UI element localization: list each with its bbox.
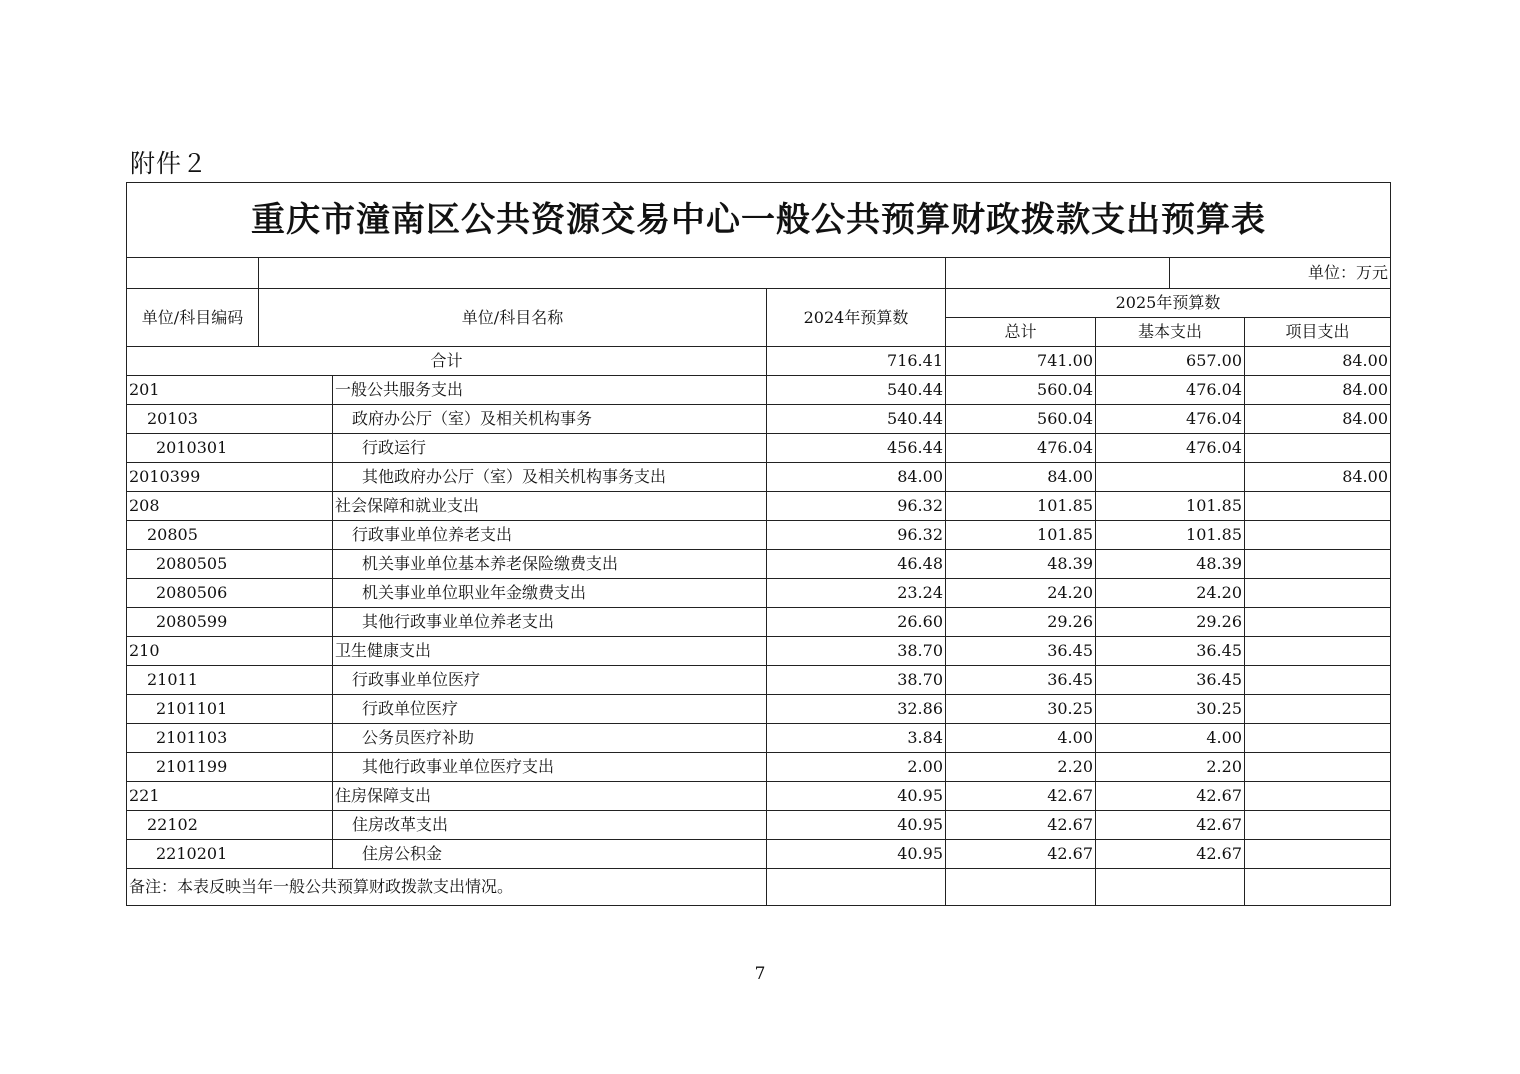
row-total: 476.04 [946, 434, 1096, 463]
header-row-1 [127, 289, 1391, 318]
header-code: 单位/科目编码 [127, 289, 259, 347]
row-2024: 38.70 [767, 666, 946, 695]
table-title: 重庆市潼南区公共资源交易中心一般公共预算财政拨款支出预算表 [127, 183, 1391, 258]
row-project [1245, 753, 1391, 782]
row-total: 560.04 [946, 405, 1096, 434]
row-project [1245, 782, 1391, 811]
row-basic [1096, 463, 1245, 492]
row-total: 84.00 [946, 463, 1096, 492]
total-row [127, 347, 1391, 376]
header-project: 项目支出 [1245, 318, 1391, 347]
header-2025: 2025年预算数 [946, 289, 1391, 318]
row-name: 行政事业单位养老支出 [333, 521, 767, 550]
blank-cell [946, 869, 1096, 906]
row-project [1245, 840, 1391, 869]
row-total: 42.67 [946, 811, 1096, 840]
row-code: 2080506 [127, 579, 333, 608]
blank-cell [259, 258, 946, 289]
row-total: 2.20 [946, 753, 1096, 782]
row-basic: 42.67 [1096, 840, 1245, 869]
table-row [127, 637, 1391, 666]
row-name: 一般公共服务支出 [333, 376, 767, 405]
row-project [1245, 550, 1391, 579]
table-row [127, 782, 1391, 811]
row-total: 101.85 [946, 492, 1096, 521]
row-basic: 42.67 [1096, 811, 1245, 840]
row-total: 30.25 [946, 695, 1096, 724]
budget-table-frame [126, 182, 1390, 931]
table-row [127, 463, 1391, 492]
row-2024: 40.95 [767, 840, 946, 869]
row-2024: 46.48 [767, 550, 946, 579]
total-2024: 716.41 [767, 347, 946, 376]
row-project [1245, 434, 1391, 463]
row-code: 210 [127, 637, 333, 666]
total-label: 合计 [127, 347, 767, 376]
table-row [127, 753, 1391, 782]
table-row [127, 666, 1391, 695]
row-2024: 23.24 [767, 579, 946, 608]
header-name: 单位/科目名称 [259, 289, 767, 347]
row-project [1245, 666, 1391, 695]
row-2024: 540.44 [767, 405, 946, 434]
note-text: 备注：本表反映当年一般公共预算财政拨款支出情况。 [127, 869, 767, 906]
row-code: 2101103 [127, 724, 333, 753]
row-project [1245, 724, 1391, 753]
row-code: 208 [127, 492, 333, 521]
row-project [1245, 637, 1391, 666]
row-2024: 40.95 [767, 782, 946, 811]
row-code: 21011 [127, 666, 333, 695]
row-basic: 36.45 [1096, 637, 1245, 666]
blank-cell [1096, 869, 1245, 906]
row-project: 84.00 [1245, 405, 1391, 434]
row-total: 101.85 [946, 521, 1096, 550]
table-row [127, 376, 1391, 405]
table-row [127, 434, 1391, 463]
table-row [127, 724, 1391, 753]
row-2024: 40.95 [767, 811, 946, 840]
row-code: 20805 [127, 521, 333, 550]
row-basic: 2.20 [1096, 753, 1245, 782]
note-row [127, 869, 1391, 906]
table-row [127, 811, 1391, 840]
total-total: 741.00 [946, 347, 1096, 376]
row-name: 行政单位医疗 [333, 695, 767, 724]
row-code: 2101199 [127, 753, 333, 782]
row-basic: 48.39 [1096, 550, 1245, 579]
table-row [127, 579, 1391, 608]
row-code: 201 [127, 376, 333, 405]
row-project [1245, 811, 1391, 840]
row-total: 4.00 [946, 724, 1096, 753]
row-basic: 4.00 [1096, 724, 1245, 753]
row-project [1245, 608, 1391, 637]
row-name: 公务员医疗补助 [333, 724, 767, 753]
row-code: 2080599 [127, 608, 333, 637]
header-2024: 2024年预算数 [767, 289, 946, 347]
row-total: 24.20 [946, 579, 1096, 608]
table-row [127, 521, 1391, 550]
blank-cell [1245, 869, 1391, 906]
row-name: 其他政府办公厅（室）及相关机构事务支出 [333, 463, 767, 492]
row-project: 84.00 [1245, 376, 1391, 405]
row-code: 2210201 [127, 840, 333, 869]
row-total: 48.39 [946, 550, 1096, 579]
title-row [127, 183, 1391, 258]
page-number: 7 [754, 964, 766, 984]
row-name: 住房保障支出 [333, 782, 767, 811]
row-name: 住房改革支出 [333, 811, 767, 840]
row-code: 2010399 [127, 463, 333, 492]
table-row [127, 492, 1391, 521]
row-code: 20103 [127, 405, 333, 434]
row-basic: 42.67 [1096, 782, 1245, 811]
unit-label: 单位：万元 [1170, 258, 1391, 289]
attachment-label: 附件２ [130, 149, 209, 178]
row-basic: 476.04 [1096, 434, 1245, 463]
row-2024: 84.00 [767, 463, 946, 492]
row-project [1245, 695, 1391, 724]
row-total: 42.67 [946, 840, 1096, 869]
row-name: 行政运行 [333, 434, 767, 463]
row-basic: 476.04 [1096, 405, 1245, 434]
table-row [127, 608, 1391, 637]
row-name: 机关事业单位职业年金缴费支出 [333, 579, 767, 608]
row-code: 2010301 [127, 434, 333, 463]
total-project: 84.00 [1245, 347, 1391, 376]
row-2024: 96.32 [767, 521, 946, 550]
row-2024: 96.32 [767, 492, 946, 521]
row-name: 政府办公厅（室）及相关机构事务 [333, 405, 767, 434]
row-name: 机关事业单位基本养老保险缴费支出 [333, 550, 767, 579]
row-code: 2101101 [127, 695, 333, 724]
row-2024: 2.00 [767, 753, 946, 782]
row-project [1245, 492, 1391, 521]
row-2024: 540.44 [767, 376, 946, 405]
row-2024: 3.84 [767, 724, 946, 753]
row-total: 560.04 [946, 376, 1096, 405]
header-total: 总计 [946, 318, 1096, 347]
row-basic: 29.26 [1096, 608, 1245, 637]
row-2024: 32.86 [767, 695, 946, 724]
row-basic: 101.85 [1096, 521, 1245, 550]
row-name: 其他行政事业单位养老支出 [333, 608, 767, 637]
row-project [1245, 579, 1391, 608]
table-row [127, 695, 1391, 724]
table-row [127, 550, 1391, 579]
blank-cell [767, 869, 946, 906]
row-2024: 26.60 [767, 608, 946, 637]
total-basic: 657.00 [1096, 347, 1245, 376]
row-name: 社会保障和就业支出 [333, 492, 767, 521]
row-code: 2080505 [127, 550, 333, 579]
row-project: 84.00 [1245, 463, 1391, 492]
row-total: 29.26 [946, 608, 1096, 637]
row-total: 42.67 [946, 782, 1096, 811]
row-basic: 36.45 [1096, 666, 1245, 695]
row-basic: 24.20 [1096, 579, 1245, 608]
row-basic: 30.25 [1096, 695, 1245, 724]
budget-table [126, 182, 1391, 906]
row-name: 卫生健康支出 [333, 637, 767, 666]
table-row [127, 405, 1391, 434]
header-basic: 基本支出 [1096, 318, 1245, 347]
row-total: 36.45 [946, 637, 1096, 666]
row-name: 行政事业单位医疗 [333, 666, 767, 695]
blank-cell [946, 258, 1170, 289]
row-project [1245, 521, 1391, 550]
row-basic: 101.85 [1096, 492, 1245, 521]
row-code: 22102 [127, 811, 333, 840]
row-2024: 38.70 [767, 637, 946, 666]
row-name: 住房公积金 [333, 840, 767, 869]
row-total: 36.45 [946, 666, 1096, 695]
table-row [127, 840, 1391, 869]
row-basic: 476.04 [1096, 376, 1245, 405]
row-code: 221 [127, 782, 333, 811]
unit-row [127, 258, 1391, 289]
blank-cell [127, 258, 259, 289]
row-name: 其他行政事业单位医疗支出 [333, 753, 767, 782]
row-2024: 456.44 [767, 434, 946, 463]
